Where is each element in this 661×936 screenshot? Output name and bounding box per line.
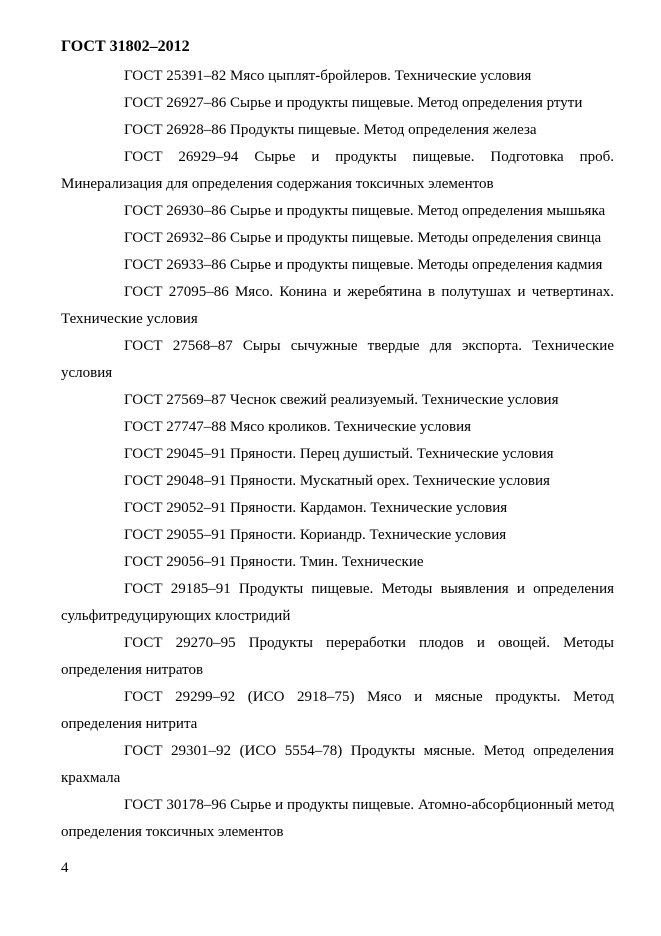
reference-item: ГОСТ 29299–92 (ИСО 2918–75) Мясо и мясные продукты. Метод определения нитрита [61, 689, 614, 732]
reference-item: ГОСТ 26927–86 Сырье и продукты пищевые. Метод определения ртути [124, 95, 583, 111]
reference-item: ГОСТ 29270–95 Продукты переработки плодов и овощей. Методы определения нитратов [61, 635, 614, 678]
reference-item: ГОСТ 27568–87 Сыры сычужные твердые для экспорта. Технические условия [61, 338, 614, 381]
reference-item: ГОСТ 25391–82 Мясо цыплят-бройлеров. Технические условия [124, 68, 532, 84]
reference-item: ГОСТ 26929–94 Сырье и продукты пищевые. Подготовка проб. Минерализация для определения содержания токсичных элементов [61, 149, 614, 192]
reference-item: ГОСТ 29048–91 Пряности. Мускатный орех. Технические условия [124, 473, 550, 489]
reference-item: ГОСТ 27569–87 Чеснок свежий реализуемый. Технические условия [124, 392, 559, 408]
reference-item: ГОСТ 26933–86 Сырье и продукты пищевые. Методы определения кадмия [124, 257, 603, 273]
reference-item: ГОСТ 27095–86 Мясо. Конина и жеребятина в полутушах и четвертинах. Технические условия [61, 284, 614, 327]
reference-item: ГОСТ 27747–88 Мясо кроликов. Технические условия [124, 419, 472, 435]
reference-item: ГОСТ 30178–96 Сырье и продукты пищевые. Атомно-абсорбционный метод определения токсичных элементов [61, 797, 614, 840]
page-number: 4 [61, 860, 69, 876]
reference-item: ГОСТ 29185–91 Продукты пищевые. Методы выявления и определения сульфитредуцирующих клостридий [61, 581, 614, 624]
reference-list [61, 63, 614, 846]
reference-item: ГОСТ 29056–91 Пряности. Тмин. Технические [124, 554, 424, 570]
reference-item: ГОСТ 26928–86 Продукты пищевые. Метод определения железа [124, 122, 537, 138]
reference-item: ГОСТ 29052–91 Пряности. Кардамон. Технические условия [124, 500, 508, 516]
reference-item: ГОСТ 29045–91 Пряности. Перец душистый. Технические условия [124, 446, 554, 462]
document-header: ГОСТ 31802–2012 [61, 38, 190, 55]
reference-item: ГОСТ 26930–86 Сырье и продукты пищевые. Метод определения мышьяка [124, 203, 606, 219]
reference-item: ГОСТ 26932–86 Сырье и продукты пищевые. Методы определения свинца [124, 230, 602, 246]
reference-item: ГОСТ 29055–91 Пряности. Кориандр. Технические условия [124, 527, 507, 543]
reference-item: ГОСТ 29301–92 (ИСО 5554–78) Продукты мясные. Метод определения крахмала [61, 743, 614, 786]
